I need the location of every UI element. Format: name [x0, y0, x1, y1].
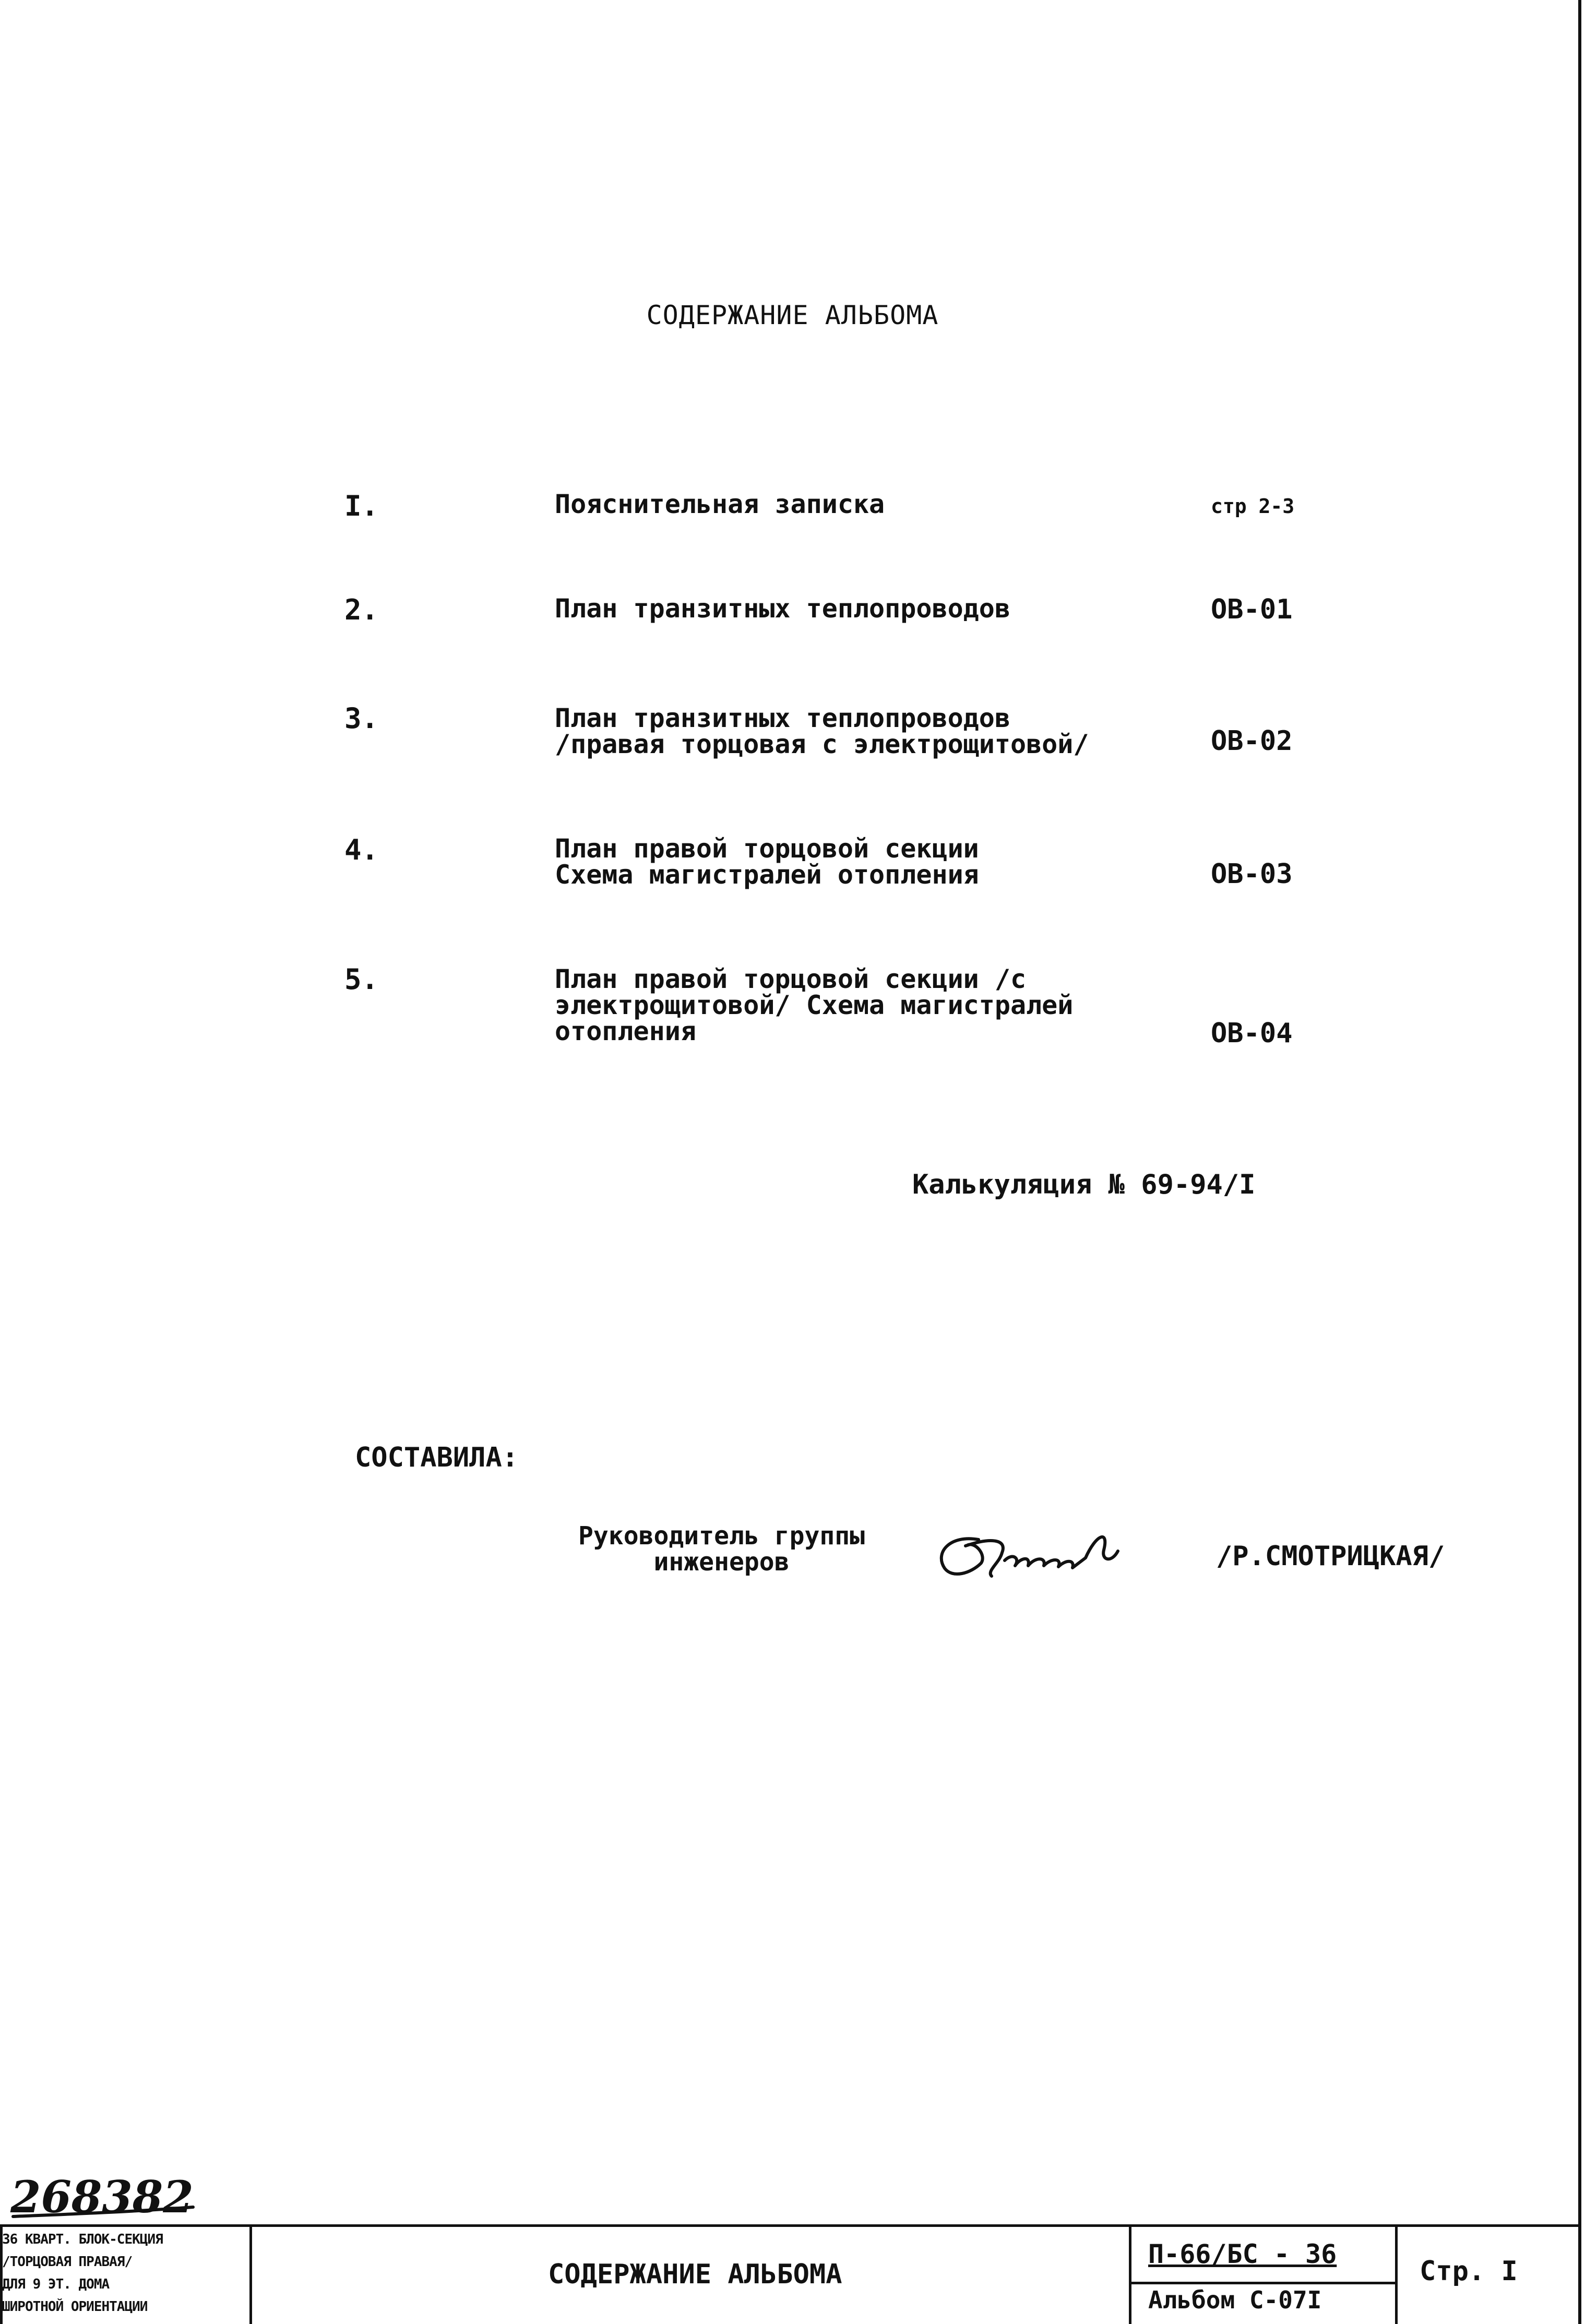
item-4-line-1: План правой торцовой секции [555, 833, 979, 864]
item-5-line-1: План правой торцовой секции /с [555, 964, 1027, 994]
item-5-number: 5. [344, 963, 379, 996]
compiler-role-line-2: инженеров [653, 1547, 790, 1577]
item-5-code: ОВ-04 [1211, 1018, 1293, 1049]
compiler-role-line-1: Руководитель группы [578, 1521, 865, 1551]
item-1-line-1: Пояснительная записка [555, 489, 885, 519]
item-5-line-3: отопления [555, 1016, 696, 1046]
compiler-role [578, 1523, 865, 1575]
item-5-line-2: электрощитовой/ Схема магистралей [555, 990, 1074, 1020]
calculation-number: Калькуляция № 69-94/I [912, 1169, 1256, 1200]
compiled-label: СОСТАВИЛА: [355, 1442, 519, 1473]
description-line-4: ШИРОТНОЙ ОРИЕНТАЦИИ [2, 2299, 148, 2315]
item-1-code: стр 2-3 [1211, 495, 1295, 518]
page-title: СОДЕРЖАНИЕ АЛЬБОМА [646, 300, 939, 330]
title-block-top-border [0, 2224, 1581, 2227]
title-block-album: Альбом С-07I [1148, 2286, 1322, 2314]
description-line-1: 36 КВАРТ. БЛОК-СЕКЦИЯ [2, 2232, 163, 2247]
item-4-number: 4. [344, 833, 379, 866]
item-1-number: I. [344, 490, 379, 522]
description-line-2: /ТОРЦОВАЯ ПРАВАЯ/ [2, 2254, 133, 2270]
handwritten-signature [929, 1513, 1148, 1592]
title-block-divider-2 [1129, 2224, 1131, 2324]
item-3-line-1: План транзитных теплопроводов [555, 703, 1010, 733]
description-line-3: ДЛЯ 9 ЭТ. ДОМА [2, 2277, 110, 2292]
stamp-underline-stroke [10, 2205, 198, 2221]
item-2-number: 2. [344, 593, 379, 626]
item-2-line-1: План транзитных теплопроводов [555, 593, 1010, 624]
signer-name: /Р.СМОТРИЦКАЯ/ [1216, 1541, 1445, 1572]
stamp-number: 268382 [10, 2171, 194, 2223]
item-2-code: ОВ-01 [1211, 594, 1293, 625]
item-3-number: 3. [344, 702, 379, 735]
item-3-line-2: /правая торцовая с электрощитовой/ [555, 729, 1089, 759]
item-4-code: ОВ-03 [1211, 859, 1293, 890]
title-block-code-separator [1129, 2282, 1396, 2284]
title-block-page: Стр. I [1420, 2256, 1518, 2287]
frame-right-border [1578, 0, 1581, 2324]
item-4-line-2: Схема магистралей отопления [555, 860, 979, 890]
title-block-code: П-66/БС - 36 [1148, 2239, 1337, 2269]
title-block-divider-3 [1395, 2224, 1398, 2324]
title-block-divider-1 [249, 2224, 252, 2324]
title-block-description [2, 2228, 247, 2318]
item-3-code: ОВ-02 [1211, 725, 1293, 757]
title-block-sheet-title: СОДЕРЖАНИЕ АЛЬБОМА [548, 2259, 842, 2290]
